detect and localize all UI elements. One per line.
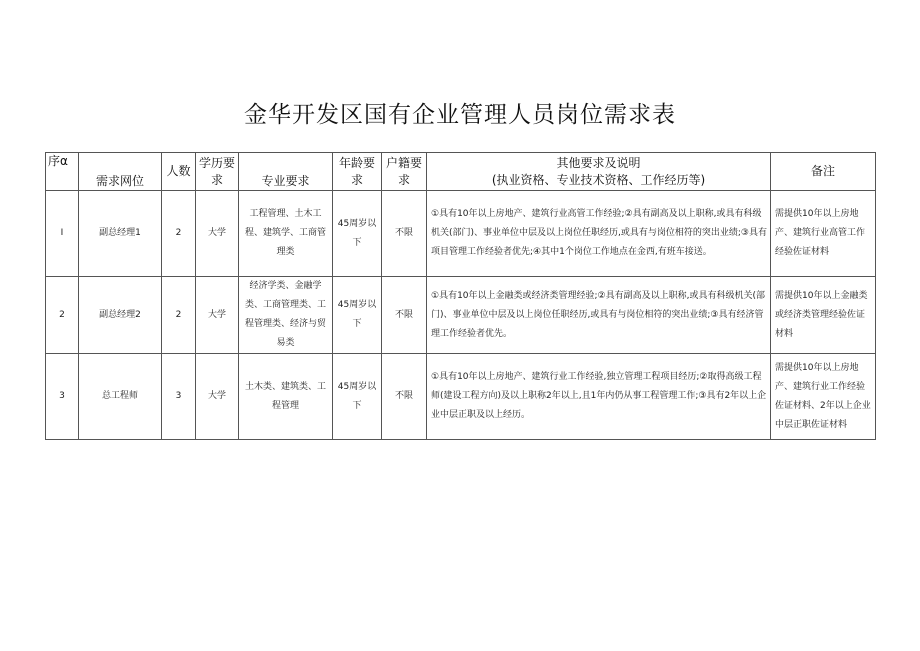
row-count: 3 [162,354,196,440]
header-age: 年龄要求 [333,153,382,191]
row-count: 2 [162,191,196,277]
row-other: ①具有10年以上房地产、建筑行业高管工作经验;②具有副高及以上职称,或具有科级机关(部门)、事业单位中层及以上岗位任职经历,或具有与岗位相符的突出业绩;③具有项目管理工作经验者优先;④其中1个岗位工作地点在金西,有班车接送。 [427,191,771,277]
row-household: 不限 [382,191,427,277]
page-title: 金华开发区国有企业管理人员岗位需求表 [244,102,676,128]
table-row [46,191,876,277]
row-education: 大学 [196,277,239,354]
row-education: 大学 [196,191,239,277]
header-row [46,153,876,191]
table-row [46,277,876,354]
row-age: 45周岁以下 [333,354,382,440]
job-requirements-table [45,152,876,440]
header-remark: 备注 [771,153,876,191]
row-seq: 3 [46,354,79,440]
row-position: 总工程师 [79,354,162,440]
row-position: 副总经理1 [79,191,162,277]
row-remark: 需提供10年以上金融类或经济类管理经验佐证材料 [771,277,876,354]
row-major: 土木类、建筑类、工程管理 [239,354,333,440]
header-other: 其他要求及说明 (执业资格、专业技术资格、工作经历等) [427,153,771,191]
row-other: ①具有10年以上金融类或经济类管理经验;②具有副高及以上职称,或具有科级机关(部门)、事业单位中层及以上岗位任职经历,或具有与岗位相符的突出业绩;③具有经济管理工作经验者优先。 [427,277,771,354]
row-age: 45周岁以下 [333,277,382,354]
row-remark: 需提供10年以上房地产、建筑行业高管工作经验佐证材料 [771,191,876,277]
row-position: 副总经理2 [79,277,162,354]
row-age: 45周岁以下 [333,191,382,277]
header-major: 专业要求 [239,153,333,191]
row-other: ①具有10年以上房地产、建筑行业工作经验,独立管理工程项目经历;②取得高级工程师(建设工程方向)及以上职称2年以上,且1年内仍从事工程管理工作;③具有2年以上企业中层正职及以上经历。 [427,354,771,440]
table-row [46,354,876,440]
header-position: 需求网位 [79,153,162,191]
row-seq: I [46,191,79,277]
row-major: 工程管理、土木工程、建筑学、工商管理类 [239,191,333,277]
header-seq: 序α [46,153,79,191]
header-household: 户籍要求 [382,153,427,191]
row-seq: 2 [46,277,79,354]
header-education: 学历要求 [196,153,239,191]
header-count: 人数 [162,153,196,191]
row-major: 经济学类、金融学类、工商管理类、工程管理类、经济与贸易类 [239,277,333,354]
row-remark: 需提供10年以上房地产、建筑行业工作经验佐证材料、2年以上企业中层正职佐证材料 [771,354,876,440]
row-count: 2 [162,277,196,354]
row-household: 不限 [382,354,427,440]
row-education: 大学 [196,354,239,440]
row-household: 不限 [382,277,427,354]
